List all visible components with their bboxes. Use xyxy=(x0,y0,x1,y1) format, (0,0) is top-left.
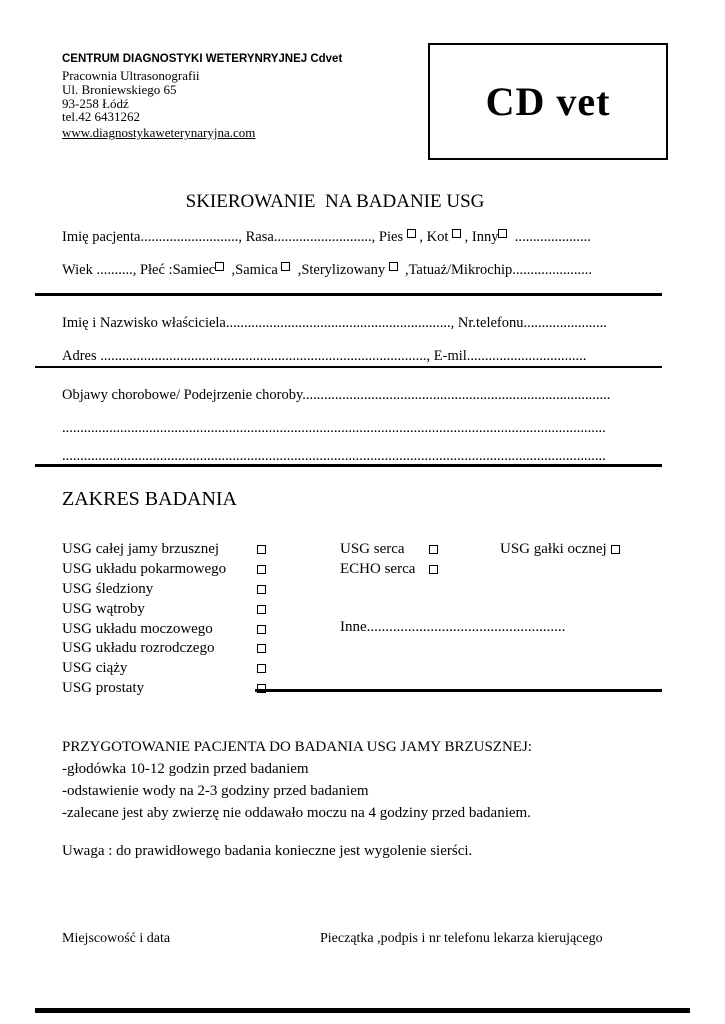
exam-label: USG wątroby xyxy=(62,600,145,617)
exam-list-middle xyxy=(340,540,438,580)
exam-row xyxy=(62,599,266,619)
sterylizowany-text: ,Sterylizowany xyxy=(290,262,389,278)
divider-top xyxy=(35,293,662,296)
divider-scope xyxy=(255,689,662,692)
inny-text: , Inny xyxy=(460,229,499,245)
checkbox-usg-ukladu-moczowego[interactable] xyxy=(257,625,266,634)
exam-label: USG układu moczowego xyxy=(62,620,213,637)
samica-text: ,Samica xyxy=(224,262,282,278)
exam-row xyxy=(62,679,266,699)
exam-label: USG śledziony xyxy=(62,580,154,597)
divider-symptoms xyxy=(35,464,662,467)
footer-place-date-label: Miejscowość i data xyxy=(62,931,171,946)
checkbox-usg-ukladu-pokarmowego[interactable] xyxy=(257,565,266,574)
clinic-phone: tel.42 6431262 xyxy=(62,109,140,125)
exam-label: USG całej jamy brzusznej xyxy=(62,541,220,558)
exam-list-right xyxy=(500,541,620,558)
logo-text: CD vet xyxy=(485,79,611,124)
checkbox-pies[interactable] xyxy=(407,229,416,238)
exam-row xyxy=(62,540,266,560)
preparation-line: -głodówka 10-12 godzin przed badaniem xyxy=(62,761,309,777)
kot-text: , Kot xyxy=(415,229,452,245)
exam-label: USG gałki ocznej xyxy=(500,541,607,557)
tatuaz-mikrochip-text: ,Tatuaż/Mikrochip...................... xyxy=(397,262,593,278)
logo-box xyxy=(428,43,668,160)
preparation-block xyxy=(62,736,532,824)
checkbox-usg-calej-jamy-brzusznej[interactable] xyxy=(257,545,266,554)
preparation-line: -zalecane jest aby zwierzę nie oddawało moczu na 4 godziny przed badaniem. xyxy=(62,805,531,821)
address-line xyxy=(62,348,586,365)
clinic-website-link[interactable]: www.diagnostykaweterynaryjna.com xyxy=(62,125,256,141)
checkbox-echo-serca[interactable] xyxy=(429,565,438,574)
checkbox-kot[interactable] xyxy=(452,229,461,238)
exam-label: USG układu pokarmowego xyxy=(62,561,227,578)
exam-row xyxy=(62,580,266,600)
exam-label: USG ciąży xyxy=(62,660,128,677)
exam-row xyxy=(62,659,266,679)
exam-label: USG serca xyxy=(340,541,405,558)
exam-row xyxy=(62,560,266,580)
checkbox-usg-sledziony[interactable] xyxy=(257,585,266,594)
checkbox-usg-serca[interactable] xyxy=(429,545,438,554)
patient-line xyxy=(62,229,591,246)
checkbox-usg-watroby[interactable] xyxy=(257,605,266,614)
exam-row xyxy=(340,560,438,580)
exam-row xyxy=(62,639,266,659)
clinic-header xyxy=(62,53,342,142)
owner-name-phone-text: Imię i Nazwisko właściciela.............................................................., Nr.telefonu....................... xyxy=(62,315,607,331)
exam-label: USG układu rozrodczego xyxy=(62,640,215,657)
clinic-department: Pracownia Ultrasonografii xyxy=(62,68,200,83)
owner-line xyxy=(62,315,607,332)
exam-label: ECHO serca xyxy=(340,561,416,578)
exam-row xyxy=(340,540,438,560)
preparation-heading: PRZYGOTOWANIE PACJENTA DO BADANIA USG JAMY BRZUSZNEJ: xyxy=(62,739,532,755)
symptoms-dotted-line-2: ...................................................................................................................................................... xyxy=(62,448,606,464)
preparation-note: Uwaga : do prawidłowego badania konieczne jest wygolenie sierści. xyxy=(62,843,473,859)
checkbox-samiec[interactable] xyxy=(215,262,224,271)
divider-bottom xyxy=(35,1008,690,1013)
checkbox-usg-ukladu-rozrodczego[interactable] xyxy=(257,644,266,653)
clinic-city: 93-258 Łódź xyxy=(62,95,129,111)
patient-name-rasa-text: Imię pacjenta..........................., Rasa..........................., Pies xyxy=(62,229,407,245)
exam-row xyxy=(62,619,266,639)
clinic-street: Ul. Broniewskiego 65 xyxy=(62,81,177,97)
divider-owner xyxy=(35,366,662,368)
checkbox-usg-galki-ocznej[interactable] xyxy=(611,545,620,554)
form-title: SKIEROWANIE NA BADANIE USG xyxy=(185,191,485,212)
checkbox-sterylizowany[interactable] xyxy=(389,262,398,271)
other-exam-line: Inne..................................................... xyxy=(340,619,566,635)
address-email-text: Adres .........................................................................................., E-mil................................. xyxy=(62,348,587,364)
age-sex-line xyxy=(62,262,592,279)
exam-label: USG prostaty xyxy=(62,679,145,696)
clinic-name: CENTRUM DIAGNOSTYKI WETERYNRYJNEJ Cdvet xyxy=(62,53,343,65)
symptoms-dotted-line-1: ...................................................................................................................................................... xyxy=(62,420,606,436)
footer-stamp-signature-label: Pieczątka ,podpis i nr telefonu lekarza kierującego xyxy=(320,931,603,946)
symptoms-text: Objawy chorobowe/ Podejrzenie choroby..................................................................................... xyxy=(62,387,611,403)
preparation-line: -odstawienie wody na 2-3 godziny przed badaniem xyxy=(62,783,369,799)
exam-list-left xyxy=(62,540,266,698)
wiek-plec-text: Wiek .........., Płeć :Samiec xyxy=(62,262,216,278)
symptoms-line xyxy=(62,387,610,404)
inny-dots-text: ..................... xyxy=(507,229,591,245)
scope-heading: ZAKRES BADANIA xyxy=(62,488,237,510)
checkbox-usg-ciazy[interactable] xyxy=(257,664,266,673)
